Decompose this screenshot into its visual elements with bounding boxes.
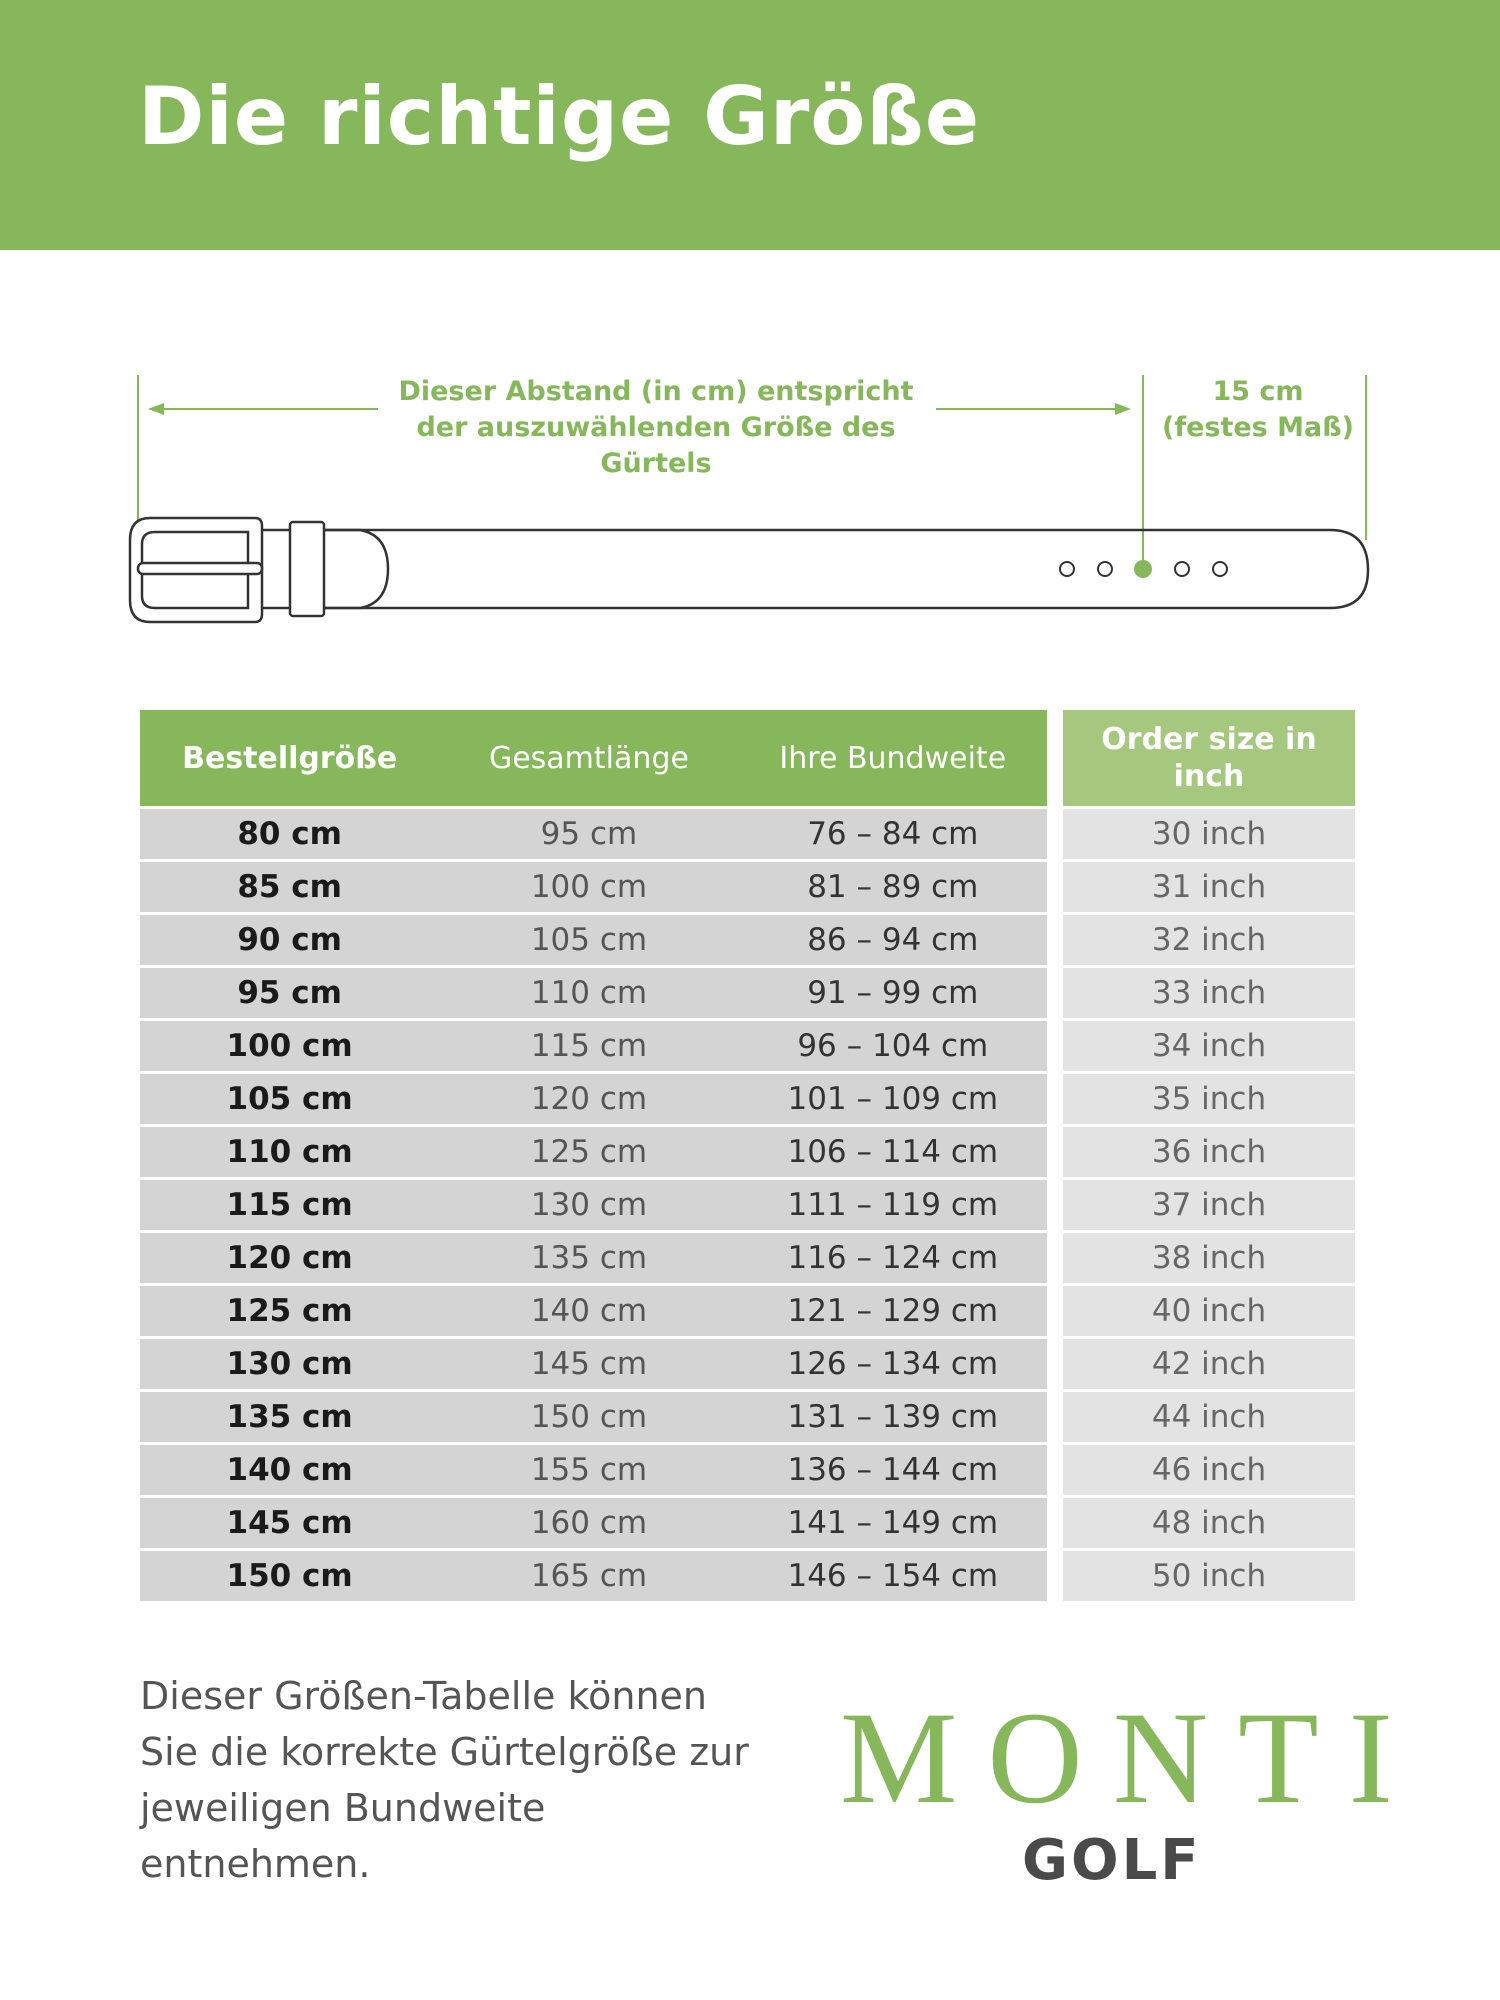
order-size-cell: 150 cm [140, 1550, 439, 1603]
total-length-cell: 140 cm [439, 1285, 738, 1338]
inch-row [1063, 1391, 1355, 1444]
total-length-cell: 110 cm [439, 967, 738, 1020]
belt-hole [1213, 562, 1227, 576]
inch-row [1063, 1179, 1355, 1232]
order-size-cell: 80 cm [140, 808, 439, 861]
buckle-prong [138, 563, 262, 574]
inch-table-body [1063, 808, 1355, 1603]
table-row [140, 861, 1047, 914]
order-size-cell: 90 cm [140, 914, 439, 967]
belt-strap [262, 530, 1368, 608]
table-row [140, 1179, 1047, 1232]
total-length-cell: 120 cm [439, 1073, 738, 1126]
inch-size-cell: 32 inch [1063, 914, 1355, 967]
table-header-row [140, 710, 1047, 808]
total-length-cell: 160 cm [439, 1497, 738, 1550]
inch-row [1063, 1020, 1355, 1073]
arrow-left-head [148, 403, 164, 415]
table-row [140, 1444, 1047, 1497]
footer-note: Dieser Größen-Tabelle können Sie die korrekte Gürtelgröße zur jeweiligen Bundweite entnehmen. [140, 1674, 749, 1886]
total-length-cell: 145 cm [439, 1338, 738, 1391]
waist-cell: 116 – 124 cm [739, 1232, 1047, 1285]
inch-row [1063, 1232, 1355, 1285]
total-length-cell: 130 cm [439, 1179, 738, 1232]
size-table [140, 710, 1047, 1604]
inch-row [1063, 914, 1355, 967]
belt-hole [1060, 562, 1074, 576]
arrow-right-head [1115, 403, 1131, 415]
belt-end [325, 530, 388, 608]
waist-cell: 96 – 104 cm [739, 1020, 1047, 1073]
inch-size-cell: 31 inch [1063, 861, 1355, 914]
size-table-body [140, 808, 1047, 1603]
order-size-cell: 125 cm [140, 1285, 439, 1338]
table-row [140, 1073, 1047, 1126]
order-size-cell: 85 cm [140, 861, 439, 914]
waist-cell: 76 – 84 cm [739, 808, 1047, 861]
waist-cell: 131 – 139 cm [739, 1391, 1047, 1444]
col-header-waist: Ihre Bundweite [739, 710, 1047, 808]
waist-cell: 106 – 114 cm [739, 1126, 1047, 1179]
table-row [140, 1391, 1047, 1444]
waist-cell: 86 – 94 cm [739, 914, 1047, 967]
total-length-cell: 155 cm [439, 1444, 738, 1497]
inch-size-cell: 33 inch [1063, 967, 1355, 1020]
brand-sub: GOLF [1022, 1828, 1202, 1893]
total-length-cell: 95 cm [439, 808, 738, 861]
table-row [140, 1020, 1047, 1073]
order-size-cell: 145 cm [140, 1497, 439, 1550]
inch-size-cell: 36 inch [1063, 1126, 1355, 1179]
total-length-cell: 165 cm [439, 1550, 738, 1603]
table-row [140, 1497, 1047, 1550]
inch-row [1063, 1444, 1355, 1497]
table-row [140, 967, 1047, 1020]
order-size-cell: 115 cm [140, 1179, 439, 1232]
inch-row [1063, 1550, 1355, 1603]
header-banner [0, 0, 1500, 250]
belt-keeper [290, 522, 324, 616]
inch-table [1063, 710, 1355, 1604]
inch-row [1063, 967, 1355, 1020]
inch-size-cell: 30 inch [1063, 808, 1355, 861]
waist-cell: 91 – 99 cm [739, 967, 1047, 1020]
table-row [140, 1550, 1047, 1603]
inch-size-cell: 48 inch [1063, 1497, 1355, 1550]
table-row [140, 914, 1047, 967]
waist-cell: 111 – 119 cm [739, 1179, 1047, 1232]
waist-cell: 101 – 109 cm [739, 1073, 1047, 1126]
waist-cell: 81 – 89 cm [739, 861, 1047, 914]
inch-size-cell: 50 inch [1063, 1550, 1355, 1603]
waist-cell: 126 – 134 cm [739, 1338, 1047, 1391]
order-size-cell: 135 cm [140, 1391, 439, 1444]
order-size-cell: 105 cm [140, 1073, 439, 1126]
brand-logo: MONTI [840, 1684, 1423, 1831]
col-header-total-length: Gesamtlänge [439, 710, 738, 808]
total-length-cell: 150 cm [439, 1391, 738, 1444]
order-size-cell: 140 cm [140, 1444, 439, 1497]
inch-size-cell: 44 inch [1063, 1391, 1355, 1444]
fixed-length-label: 15 cm (festes Maß) [1161, 376, 1354, 443]
order-size-cell: 130 cm [140, 1338, 439, 1391]
col-header-inch: Order size in inch [1063, 710, 1355, 808]
inch-row [1063, 1285, 1355, 1338]
inch-size-cell: 37 inch [1063, 1179, 1355, 1232]
order-size-cell: 110 cm [140, 1126, 439, 1179]
waist-cell: 141 – 149 cm [739, 1497, 1047, 1550]
inch-size-cell: 46 inch [1063, 1444, 1355, 1497]
order-size-cell: 120 cm [140, 1232, 439, 1285]
belt-hole [1175, 562, 1189, 576]
inch-row [1063, 1073, 1355, 1126]
table-row [140, 1338, 1047, 1391]
total-length-cell: 135 cm [439, 1232, 738, 1285]
page-title: Die richtige Größe [138, 70, 981, 163]
inch-row [1063, 861, 1355, 914]
inch-row [1063, 1338, 1355, 1391]
waist-cell: 136 – 144 cm [739, 1444, 1047, 1497]
inch-size-cell: 40 inch [1063, 1285, 1355, 1338]
total-length-cell: 105 cm [439, 914, 738, 967]
total-length-cell: 100 cm [439, 861, 738, 914]
table-row [140, 1285, 1047, 1338]
inch-row [1063, 1126, 1355, 1179]
inch-row [1063, 1497, 1355, 1550]
inch-size-cell: 42 inch [1063, 1338, 1355, 1391]
col-header-order-size: Bestellgröße [140, 710, 439, 808]
inch-size-cell: 38 inch [1063, 1232, 1355, 1285]
waist-cell: 121 – 129 cm [739, 1285, 1047, 1338]
table-row [140, 1126, 1047, 1179]
distance-label: Dieser Abstand (in cm) entspricht der auszuwählenden Größe des Gürtels [398, 376, 914, 479]
total-length-cell: 125 cm [439, 1126, 738, 1179]
table-row [140, 1232, 1047, 1285]
total-length-cell: 115 cm [439, 1020, 738, 1073]
table-row [140, 808, 1047, 861]
belt-hole [1098, 562, 1112, 576]
belt-hole-selected [1135, 561, 1151, 577]
waist-cell: 146 – 154 cm [739, 1550, 1047, 1603]
inch-size-cell: 35 inch [1063, 1073, 1355, 1126]
order-size-cell: 95 cm [140, 967, 439, 1020]
inch-size-cell: 34 inch [1063, 1020, 1355, 1073]
order-size-cell: 100 cm [140, 1020, 439, 1073]
inch-header-row [1063, 710, 1355, 808]
inch-row [1063, 808, 1355, 861]
